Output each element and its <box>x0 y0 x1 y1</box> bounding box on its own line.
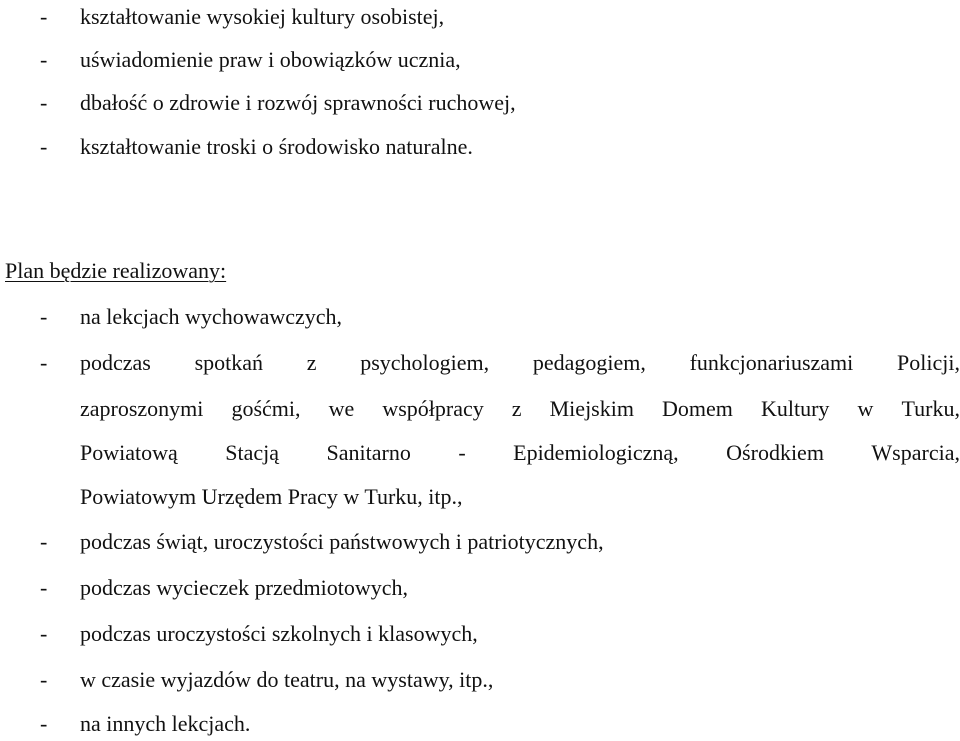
list-item-text: na lekcjach wychowawczych, <box>80 304 343 329</box>
word: psychologiem, <box>360 350 490 375</box>
list-item-text: podczas wycieczek przedmiotowych, <box>80 575 409 600</box>
list-item <box>0 2 960 32</box>
word: - <box>458 440 466 465</box>
list-item-text: podczas uroczystości szkolnych i klasowych, <box>80 621 478 646</box>
word: spotkań <box>194 350 264 375</box>
list-item-continuation <box>0 482 960 512</box>
list-dash: - <box>40 304 48 329</box>
list-item <box>0 132 960 162</box>
justified-line-2 <box>80 394 960 424</box>
list-dash: - <box>40 711 48 736</box>
list-item-text: na innych lekcjach. <box>80 711 251 736</box>
word: Policji, <box>897 350 960 375</box>
word: Wsparcia, <box>871 440 960 465</box>
word: Domem <box>662 396 733 421</box>
list-item <box>0 302 960 332</box>
word: Epidemiologiczną, <box>513 440 679 465</box>
list-item-text: kształtowanie wysokiej kultury osobistej, <box>80 4 445 29</box>
list-dash: - <box>40 47 48 72</box>
list-item <box>0 88 960 118</box>
word: pedagogiem, <box>532 350 646 375</box>
word: zaproszonymi <box>80 396 204 421</box>
justified-line-3 <box>80 438 960 468</box>
list-dash: - <box>40 621 48 646</box>
list-dash: - <box>40 575 48 600</box>
list-item <box>0 527 960 557</box>
list-item <box>0 573 960 603</box>
word: we <box>328 396 355 421</box>
word: Ośrodkiem <box>726 440 824 465</box>
list-item <box>0 665 960 695</box>
word: Miejskim <box>549 396 634 421</box>
list-dash: - <box>40 90 48 115</box>
list-dash: - <box>40 667 48 692</box>
word: w <box>857 396 874 421</box>
list-item-text: podczas świąt, uroczystości państwowych i patriotycznych, <box>80 529 604 554</box>
word: z <box>511 396 522 421</box>
word: współpracy <box>382 396 484 421</box>
list-item <box>0 45 960 75</box>
list-item-text: dbałość o zdrowie i rozwój sprawności ruchowej, <box>80 90 516 115</box>
list-item-text: Powiatowym Urzędem Pracy w Turku, itp., <box>80 484 463 509</box>
list-dash: - <box>40 529 48 554</box>
list-item-continuation <box>0 438 960 468</box>
word: gośćmi, <box>231 396 301 421</box>
list-item <box>0 619 960 649</box>
list-item-text: w czasie wyjazdów do teatru, na wystawy, itp., <box>80 667 494 692</box>
list-item <box>0 348 960 378</box>
word: funkcjonariuszami <box>689 350 854 375</box>
justified-line-1 <box>80 348 960 378</box>
list-item-text: kształtowanie troski o środowisko naturalne. <box>80 134 473 159</box>
word: podczas <box>80 350 151 375</box>
word: Powiatową <box>80 440 178 465</box>
plan-heading: Plan będzie realizowany: <box>5 258 227 283</box>
list-item-text: uświadomienie praw i obowiązków ucznia, <box>80 47 461 72</box>
word: Sanitarno <box>326 440 411 465</box>
plan-heading-line <box>0 256 960 286</box>
list-dash: - <box>40 134 48 159</box>
list-dash: - <box>40 4 48 29</box>
list-item <box>0 709 960 739</box>
list-item-continuation <box>0 394 960 424</box>
list-dash: - <box>40 350 48 375</box>
word: Stacją <box>225 440 280 465</box>
word: Turku, <box>901 396 960 421</box>
word: Kultury <box>760 396 830 421</box>
word: z <box>306 350 317 375</box>
